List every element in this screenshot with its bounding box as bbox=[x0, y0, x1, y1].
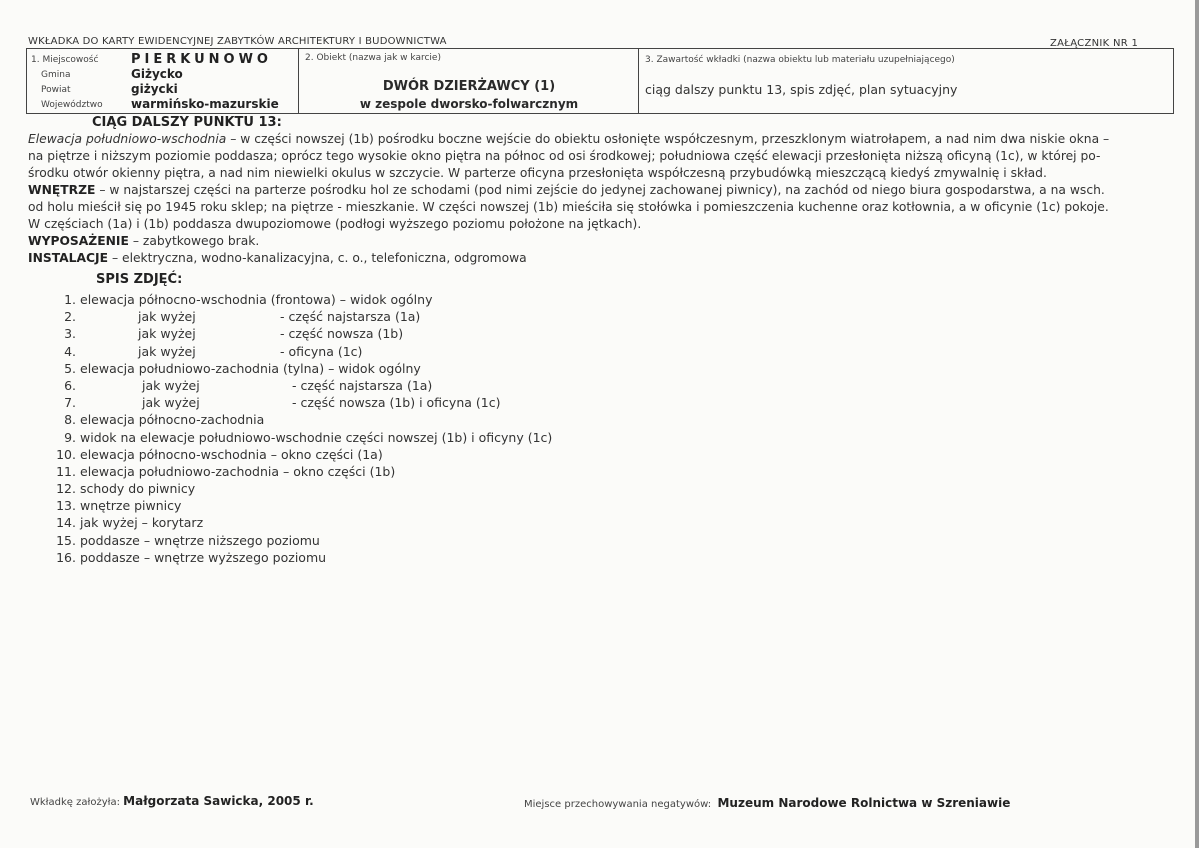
item-text: wnętrze piwnicy bbox=[80, 498, 182, 514]
item-text: poddasze – wnętrze wyższego poziomu bbox=[80, 549, 327, 565]
item-number: 8. bbox=[64, 412, 76, 428]
elevation-label: Elewacja południowo-wschodnia bbox=[28, 132, 227, 146]
contents-value: ciąg dalszy punktu 13, spis zdjęć, plan sytuacyjny bbox=[645, 82, 958, 97]
item-text: widok na elewacje południowo-wschodnie części nowszej (1b) i oficyny (1c) bbox=[80, 429, 553, 445]
item-subtext: - oficyna (1c) bbox=[280, 343, 363, 359]
annex-number: ZAŁĄCZNIK NR 1 bbox=[1050, 38, 1139, 49]
equipment-text: – zabytkowego brak. bbox=[128, 234, 260, 248]
continuation-heading: CIĄG DALSZY PUNKTU 13: bbox=[92, 115, 282, 130]
item-text: jak wyżej bbox=[142, 395, 200, 411]
item-text: elewacja południowo-zachodnia (tylna) – widok ogólny bbox=[80, 360, 421, 376]
item-text: jak wyżej bbox=[138, 326, 196, 342]
item-text: elewacja północno-zachodnia bbox=[80, 412, 265, 428]
item-number: 10. bbox=[56, 446, 76, 462]
item-number: 7. bbox=[64, 395, 76, 411]
item-text: jak wyżej – korytarz bbox=[80, 515, 204, 531]
elevation-paragraph bbox=[28, 131, 1178, 267]
item-text: elewacja południowo-zachodnia – okno części (1b) bbox=[80, 463, 396, 479]
elevation-text-1: – w części nowszej (1b) pośrodku boczne wejście do obiektu osłonięte współczesnym, przeszklonym wiatrołapem, a nad nim dwa niskie okna – bbox=[226, 132, 1110, 146]
elevation-text-3: środku otwór okienny piętra, a nad nim niewielki okulus w szczycie. W parterze oficyna przesłonięta współczesną przybudówką mieszczącą kiedyś zmywalnię i skład. bbox=[28, 166, 1047, 180]
installations-text: – elektryczna, wodno-kanalizacyjna, c. o., telefoniczna, odgromowa bbox=[108, 251, 527, 265]
item-number: 14. bbox=[56, 515, 76, 531]
object-name: DWÓR DZIERŻAWCY (1) bbox=[382, 79, 556, 94]
contents-label: 3. Zawartość wkładki (nazwa obiektu lub materiału uzupełniającego) bbox=[645, 55, 955, 65]
voivodeship-label: Województwo bbox=[41, 100, 103, 110]
installations-label: INSTALACJE bbox=[28, 251, 109, 265]
storage-value: Muzeum Narodowe Rolnictwa w Szreniawie bbox=[717, 796, 1011, 810]
item-subtext: - część najstarsza (1a) bbox=[280, 309, 421, 325]
commune-label: Gmina bbox=[41, 70, 71, 80]
item-number: 11. bbox=[56, 463, 76, 479]
photos-heading: SPIS ZDJĘĆ: bbox=[96, 272, 183, 287]
item-subtext: - część nowsza (1b) i oficyna (1c) bbox=[292, 395, 501, 411]
header-table bbox=[26, 48, 1174, 114]
county-label: Powiat bbox=[41, 85, 71, 95]
item-number: 12. bbox=[56, 481, 76, 497]
item-number: 6. bbox=[64, 377, 76, 393]
interior-text-2: od holu mieścił się po 1945 roku sklep; na piętrze - mieszkanie. W części nowszej (1b) mieściła się stołówka i pomieszczenia kuchenne oraz kotłownia, a w oficynie (1c) pokoje. bbox=[28, 200, 1109, 214]
storage-label: Miejsce przechowywania negatywów: bbox=[524, 799, 712, 810]
commune-value: Giżycko bbox=[131, 67, 183, 81]
voivodeship-value: warmińsko-mazurskie bbox=[131, 97, 279, 111]
object-subname: w zespole dworsko-folwarcznym bbox=[359, 97, 579, 111]
interior-text-3: W częściach (1a) i (1b) poddasza dwupoziomowe (podłogi wyższego poziomu położone na jętkach). bbox=[28, 217, 642, 231]
item-text: schody do piwnicy bbox=[80, 481, 196, 497]
interior-text-1: – w najstarszej części na parterze pośrodku hol ze schodami (pod nimi zejście do jedynej zachowanej piwnicy), na zachód od niego biura gospodarstwa, a na wsch. bbox=[95, 183, 1105, 197]
item-number: 16. bbox=[56, 549, 76, 565]
item-text: jak wyżej bbox=[138, 343, 196, 359]
equipment-label: WYPOSAŻENIE bbox=[28, 234, 129, 248]
location-cell bbox=[27, 49, 298, 113]
item-number: 3. bbox=[64, 326, 76, 342]
author-footer bbox=[30, 794, 314, 808]
item-text: elewacja północno-wschodnia (frontowa) – widok ogólny bbox=[80, 292, 433, 307]
item-number: 5. bbox=[64, 360, 76, 376]
item-number: 15. bbox=[56, 532, 76, 548]
item-number: 9. bbox=[64, 429, 76, 445]
item-text: jak wyżej bbox=[142, 377, 200, 393]
item-subtext: - część najstarsza (1a) bbox=[292, 377, 433, 393]
author-value: Małgorzata Sawicka, 2005 r. bbox=[123, 794, 314, 808]
object-label: 2. Obiekt (nazwa jak w karcie) bbox=[305, 53, 441, 63]
place-value: PIERKUNOWO bbox=[131, 52, 272, 67]
item-number: 1. bbox=[64, 292, 76, 307]
county-value: giżycki bbox=[131, 82, 178, 96]
item-number: 4. bbox=[64, 343, 76, 359]
interior-label: WNĘTRZE bbox=[28, 183, 96, 197]
object-cell bbox=[298, 49, 639, 113]
item-number: 13. bbox=[56, 498, 76, 514]
place-label: 1. Miejscowość bbox=[31, 55, 99, 65]
scan-edge bbox=[1195, 0, 1199, 848]
contents-cell bbox=[638, 49, 1174, 113]
document-title: WKŁADKA DO KARTY EWIDENCYJNEJ ZABYTKÓW ARCHITEKTURY I BUDOWNICTWA bbox=[28, 36, 447, 47]
item-text: jak wyżej bbox=[138, 309, 196, 325]
elevation-text-2: na piętrze i niższym poziomie poddasza; oprócz tego wysokie okno piętra na północ od osi środkowej; południowa część elewacji przesłonięta niższą oficyną (1c), w której po- bbox=[28, 149, 1101, 163]
author-label: Wkładkę założyła: bbox=[30, 797, 120, 808]
item-number: 2. bbox=[64, 309, 76, 325]
item-subtext: - część nowsza (1b) bbox=[280, 326, 404, 342]
item-text: poddasze – wnętrze niższego poziomu bbox=[80, 532, 320, 548]
item-text: elewacja północno-wschodnia – okno części (1a) bbox=[80, 446, 383, 462]
storage-footer bbox=[524, 796, 1010, 810]
